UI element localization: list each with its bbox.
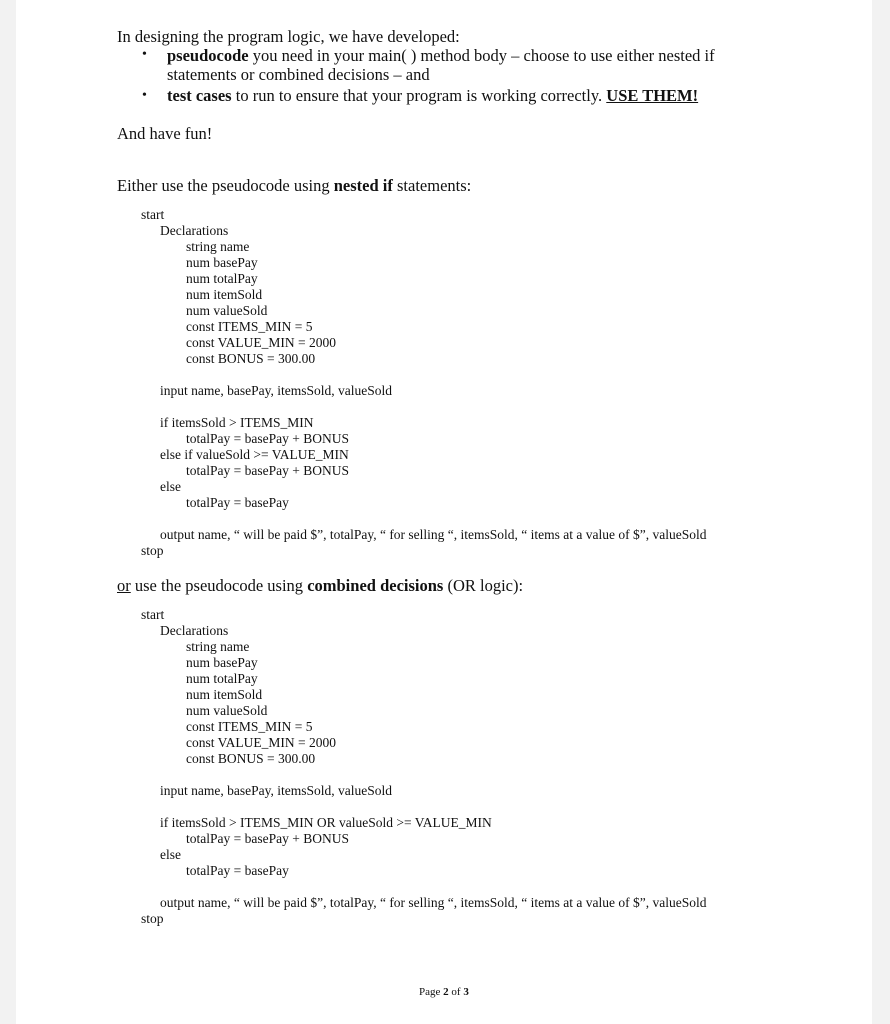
heading-bold: nested if (333, 176, 393, 195)
code-line: stop (141, 543, 164, 558)
code-line: start (141, 207, 165, 222)
heading-text: statements: (392, 176, 472, 195)
bullet-term: test cases (167, 86, 232, 105)
bullet-test-cases (167, 86, 698, 106)
footer-text: of (448, 986, 464, 998)
page-number-total: 3 (463, 986, 469, 998)
code-line: num basePay (186, 255, 258, 270)
bullet-text: to run to ensure that your program is working correctly. (231, 86, 607, 105)
code-line: Declarations (160, 623, 229, 638)
code-line: num totalPay (186, 671, 258, 686)
code-line: output name, “ will be paid $”, totalPay, “ for selling “, itemsSold, “ items at a value of $”, valueSold (160, 527, 707, 542)
code-line: else (160, 847, 181, 862)
code-line: Declarations (160, 223, 229, 238)
intro-lead: In designing the program logic, we have developed: (117, 27, 460, 46)
code-line: const VALUE_MIN = 2000 (186, 735, 336, 750)
code-line: const ITEMS_MIN = 5 (186, 719, 313, 734)
code-line: num totalPay (186, 271, 258, 286)
bullet-symbol: • (142, 47, 147, 62)
combined-heading (117, 576, 523, 596)
code-line: if itemsSold > ITEMS_MIN (160, 415, 314, 430)
bullet-symbol: • (142, 88, 147, 103)
heading-text: (OR logic): (443, 576, 524, 595)
closing-text: And have fun! (117, 124, 213, 143)
code-line: num basePay (186, 655, 258, 670)
code-line: else (160, 479, 181, 494)
code-line: const BONUS = 300.00 (186, 351, 316, 366)
code-line: input name, basePay, itemsSold, valueSold (160, 783, 392, 798)
code-line: if itemsSold > ITEMS_MIN OR valueSold >= VALUE_MIN (160, 815, 492, 830)
code-line: num itemSold (186, 687, 263, 702)
heading-bold: combined decisions (307, 576, 444, 595)
code-line: output name, “ will be paid $”, totalPay, “ for selling “, itemsSold, “ items at a value of $”, valueSold (160, 895, 707, 910)
code-line: num valueSold (186, 303, 268, 318)
code-line: totalPay = basePay + BONUS (186, 463, 349, 478)
page-footer (419, 986, 469, 998)
code-line: stop (141, 911, 164, 926)
bullet-pseudocode (167, 46, 715, 66)
code-line: const BONUS = 300.00 (186, 751, 316, 766)
heading-text: use the pseudocode using (130, 576, 308, 595)
heading-text: Either use the pseudocode using (117, 176, 334, 195)
code-line: num itemSold (186, 287, 263, 302)
code-line: totalPay = basePay (186, 863, 289, 878)
code-line: string name (186, 639, 250, 654)
code-line: num valueSold (186, 703, 268, 718)
nested-heading (117, 176, 471, 196)
page-number-current: 2 (443, 986, 449, 998)
code-line: totalPay = basePay + BONUS (186, 431, 349, 446)
bullet-text: you need in your main( ) method body – choose to use either nested if (248, 46, 715, 65)
bullet-pseudocode-line2: statements or combined decisions – and (167, 65, 430, 84)
use-them-emphasis: USE THEM! (606, 86, 699, 105)
code-line: input name, basePay, itemsSold, valueSold (160, 383, 392, 398)
code-line: const ITEMS_MIN = 5 (186, 319, 313, 334)
or-underlined: or (117, 576, 131, 595)
code-line: totalPay = basePay (186, 495, 289, 510)
code-line: const VALUE_MIN = 2000 (186, 335, 336, 350)
bullet-term: pseudocode (167, 46, 249, 65)
code-line: totalPay = basePay + BONUS (186, 831, 349, 846)
code-line: string name (186, 239, 250, 254)
code-line: start (141, 607, 165, 622)
code-line: else if valueSold >= VALUE_MIN (160, 447, 349, 462)
document-page (16, 0, 872, 1024)
footer-text: Page (419, 986, 444, 998)
